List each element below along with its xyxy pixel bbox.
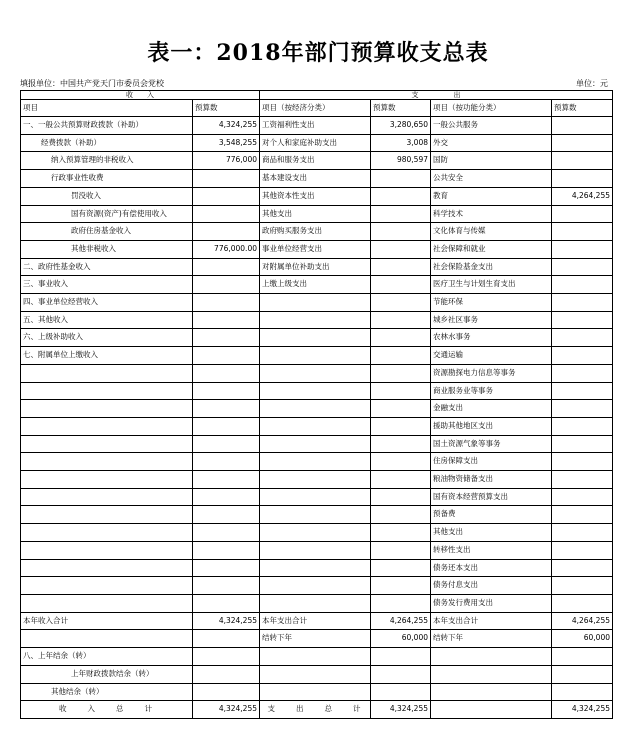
econ-item-cell (260, 577, 371, 595)
func-budget-cell (552, 524, 613, 542)
func-budget-cell: 4,264,255 (552, 612, 613, 630)
income-item-cell: 其他非税收入 (21, 240, 193, 258)
income-budget-cell (193, 382, 260, 400)
func-budget-cell (552, 364, 613, 382)
table-row (21, 205, 613, 223)
econ-budget-cell (371, 223, 431, 241)
income-budget-cell (193, 453, 260, 471)
income-item-cell: 政府住房基金收入 (21, 223, 193, 241)
income-budget-cell (193, 400, 260, 418)
income-budget-cell (193, 329, 260, 347)
econ-budget-cell: 3,280,650 (371, 117, 431, 135)
econ-item-cell: 事业单位经营支出 (260, 240, 371, 258)
econ-budget-cell (371, 187, 431, 205)
func-budget-cell (552, 117, 613, 135)
table-row (21, 648, 613, 666)
table-row (21, 329, 613, 347)
income-item-cell (21, 506, 193, 524)
econ-budget-cell (371, 488, 431, 506)
income-item-cell: 八、上年结余（转） (21, 648, 193, 666)
econ-item-cell (260, 559, 371, 577)
table-row (21, 276, 613, 294)
func-budget-cell (552, 559, 613, 577)
econ-budget-cell (371, 294, 431, 312)
income-item-cell (21, 594, 193, 612)
econ-item-cell: 基本建设支出 (260, 170, 371, 188)
col-header-func-budget: 预算数 (552, 100, 613, 117)
table-row (21, 170, 613, 188)
func-budget-cell (552, 417, 613, 435)
func-item-cell: 债务发行费用支出 (431, 594, 552, 612)
econ-budget-cell (371, 240, 431, 258)
income-budget-cell (193, 187, 260, 205)
econ-item-cell (260, 665, 371, 683)
reporting-unit: 填报单位：中国共产党天门市委员会党校 (20, 79, 164, 88)
income-budget-cell (193, 524, 260, 542)
econ-item-cell (260, 506, 371, 524)
func-budget-cell: 60,000 (552, 630, 613, 648)
income-item-cell: 纳入预算管理的非税收入 (21, 152, 193, 170)
income-item-cell: 经费拨款（补助） (21, 134, 193, 152)
income-item-cell: 六、上级补助收入 (21, 329, 193, 347)
econ-budget-cell (371, 648, 431, 666)
income-item-cell (21, 453, 193, 471)
income-item-cell: 三、事业收入 (21, 276, 193, 294)
income-item-cell: 收 入 总 计 (21, 701, 193, 719)
econ-item-cell (260, 347, 371, 365)
income-budget-cell (193, 258, 260, 276)
func-item-cell: 一般公共服务 (431, 117, 552, 135)
table-row (21, 311, 613, 329)
econ-budget-cell (371, 364, 431, 382)
econ-budget-cell (371, 258, 431, 276)
func-budget-cell (552, 435, 613, 453)
econ-item-cell: 对个人和家庭补助支出 (260, 134, 371, 152)
econ-budget-cell (371, 506, 431, 524)
econ-item-cell (260, 594, 371, 612)
econ-item-cell: 工资福利性支出 (260, 117, 371, 135)
income-item-cell (21, 630, 193, 648)
income-item-cell: 本年收入合计 (21, 612, 193, 630)
econ-item-cell: 支 出 总 计 (260, 701, 371, 719)
func-budget-cell (552, 311, 613, 329)
income-item-cell (21, 435, 193, 453)
income-budget-cell (193, 630, 260, 648)
func-budget-cell (552, 453, 613, 471)
income-budget-cell (193, 435, 260, 453)
func-budget-cell (552, 276, 613, 294)
income-item-cell: 其他结余（转） (21, 683, 193, 701)
func-budget-cell (552, 382, 613, 400)
table-row (21, 577, 613, 595)
income-item-cell: 二、政府性基金收入 (21, 258, 193, 276)
econ-budget-cell (371, 665, 431, 683)
income-item-cell (21, 400, 193, 418)
col-header-econ-item: 项目（按经济分类） (260, 100, 371, 117)
func-budget-cell (552, 152, 613, 170)
income-budget-cell (193, 541, 260, 559)
func-item-cell: 城乡社区事务 (431, 311, 552, 329)
econ-item-cell: 结转下年 (260, 630, 371, 648)
econ-item-cell: 商品和服务支出 (260, 152, 371, 170)
econ-budget-cell (371, 417, 431, 435)
table-row (21, 594, 613, 612)
income-budget-cell (193, 594, 260, 612)
col-header-econ-budget: 预算数 (371, 100, 431, 117)
income-budget-cell (193, 364, 260, 382)
income-budget-cell (193, 417, 260, 435)
func-budget-cell: 4,324,255 (552, 701, 613, 719)
econ-budget-cell (371, 541, 431, 559)
table-row (21, 364, 613, 382)
income-budget-cell (193, 488, 260, 506)
table-row (21, 612, 613, 630)
table-row (21, 630, 613, 648)
econ-item-cell (260, 364, 371, 382)
income-budget-cell (193, 506, 260, 524)
func-budget-cell (552, 170, 613, 188)
table-row (21, 524, 613, 542)
func-item-cell: 社会保障和就业 (431, 240, 552, 258)
income-budget-cell (193, 347, 260, 365)
income-item-cell: 七、附属单位上缴收入 (21, 347, 193, 365)
func-item-cell: 医疗卫生与计划生育支出 (431, 276, 552, 294)
section-header-row (21, 91, 613, 100)
table-row (21, 223, 613, 241)
income-budget-cell (193, 559, 260, 577)
table-row (21, 258, 613, 276)
econ-item-cell (260, 524, 371, 542)
func-budget-cell (552, 134, 613, 152)
econ-item-cell (260, 294, 371, 312)
econ-budget-cell: 980,597 (371, 152, 431, 170)
income-item-cell: 五、其他收入 (21, 311, 193, 329)
table-row (21, 400, 613, 418)
econ-budget-cell (371, 435, 431, 453)
income-budget-cell: 776,000.00 (193, 240, 260, 258)
income-item-cell (21, 541, 193, 559)
income-item-cell: 行政事业性收费 (21, 170, 193, 188)
table-row (21, 294, 613, 312)
func-item-cell: 农林水事务 (431, 329, 552, 347)
func-item-cell (431, 665, 552, 683)
income-item-cell: 国有资源(资产)有偿使用收入 (21, 205, 193, 223)
func-budget-cell (552, 240, 613, 258)
func-item-cell: 本年支出合计 (431, 612, 552, 630)
table-row (21, 187, 613, 205)
econ-budget-cell: 3,008 (371, 134, 431, 152)
table-row (21, 134, 613, 152)
econ-budget-cell (371, 471, 431, 489)
func-item-cell: 商业服务业等事务 (431, 382, 552, 400)
econ-budget-cell (371, 382, 431, 400)
income-item-cell (21, 559, 193, 577)
income-budget-cell (193, 205, 260, 223)
econ-budget-cell (371, 683, 431, 701)
income-item-cell: 罚没收入 (21, 187, 193, 205)
table-row (21, 488, 613, 506)
func-item-cell: 外交 (431, 134, 552, 152)
func-item-cell (431, 683, 552, 701)
table-row (21, 417, 613, 435)
func-item-cell: 资源勘探电力信息等事务 (431, 364, 552, 382)
func-budget-cell (552, 506, 613, 524)
func-item-cell: 债务还本支出 (431, 559, 552, 577)
econ-item-cell (260, 683, 371, 701)
income-budget-cell (193, 223, 260, 241)
func-item-cell: 科学技术 (431, 205, 552, 223)
econ-budget-cell (371, 524, 431, 542)
income-budget-cell (193, 471, 260, 489)
func-budget-cell (552, 294, 613, 312)
econ-item-cell: 其他资本性支出 (260, 187, 371, 205)
table-row (21, 382, 613, 400)
func-item-cell: 教育 (431, 187, 552, 205)
table-row (21, 347, 613, 365)
func-budget-cell (552, 648, 613, 666)
func-item-cell: 国有资本经营预算支出 (431, 488, 552, 506)
econ-item-cell (260, 648, 371, 666)
col-header-item: 项目 (21, 100, 193, 117)
econ-budget-cell (371, 400, 431, 418)
econ-item-cell (260, 311, 371, 329)
func-item-cell: 国土资源气象等事务 (431, 435, 552, 453)
econ-item-cell: 本年支出合计 (260, 612, 371, 630)
income-budget-cell: 4,324,255 (193, 612, 260, 630)
income-budget-cell: 4,324,255 (193, 701, 260, 719)
table-row (21, 435, 613, 453)
func-item-cell: 公共安全 (431, 170, 552, 188)
econ-item-cell (260, 541, 371, 559)
budget-table (20, 90, 613, 719)
income-budget-cell (193, 683, 260, 701)
func-budget-cell (552, 329, 613, 347)
econ-budget-cell (371, 170, 431, 188)
col-header-budget: 预算数 (193, 100, 260, 117)
func-item-cell (431, 701, 552, 719)
func-item-cell: 交通运输 (431, 347, 552, 365)
income-budget-cell (193, 294, 260, 312)
func-budget-cell (552, 683, 613, 701)
econ-budget-cell (371, 347, 431, 365)
income-budget-cell (193, 170, 260, 188)
econ-budget-cell (371, 329, 431, 347)
econ-item-cell (260, 488, 371, 506)
table-row (21, 665, 613, 683)
func-item-cell: 国防 (431, 152, 552, 170)
econ-item-cell: 对附属单位补助支出 (260, 258, 371, 276)
func-item-cell: 文化体育与传媒 (431, 223, 552, 241)
income-budget-cell (193, 276, 260, 294)
econ-budget-cell: 4,324,255 (371, 701, 431, 719)
income-item-cell (21, 382, 193, 400)
func-budget-cell (552, 223, 613, 241)
func-item-cell: 社会保险基金支出 (431, 258, 552, 276)
table-row (21, 117, 613, 135)
econ-item-cell: 政府购买服务支出 (260, 223, 371, 241)
econ-item-cell: 上缴上级支出 (260, 276, 371, 294)
income-item-cell: 一、一般公共预算财政拨款（补助） (21, 117, 193, 135)
func-item-cell: 住房保障支出 (431, 453, 552, 471)
func-budget-cell (552, 594, 613, 612)
table-row (21, 559, 613, 577)
func-item-cell: 援助其他地区支出 (431, 417, 552, 435)
func-item-cell: 转移性支出 (431, 541, 552, 559)
econ-item-cell (260, 453, 371, 471)
income-item-cell (21, 488, 193, 506)
income-budget-cell: 776,000 (193, 152, 260, 170)
table-row (21, 240, 613, 258)
econ-budget-cell (371, 311, 431, 329)
table-row (21, 506, 613, 524)
func-budget-cell (552, 400, 613, 418)
table-row (21, 453, 613, 471)
income-item-cell (21, 524, 193, 542)
table-row (21, 152, 613, 170)
func-item-cell: 结转下年 (431, 630, 552, 648)
income-section-header: 收 入 (21, 91, 260, 100)
econ-budget-cell: 4,264,255 (371, 612, 431, 630)
currency-unit: 单位：元 (576, 79, 608, 88)
econ-budget-cell (371, 205, 431, 223)
income-item-cell: 四、事业单位经营收入 (21, 294, 193, 312)
income-budget-cell (193, 665, 260, 683)
col-header-func-item: 项目（按功能分类） (431, 100, 552, 117)
econ-item-cell: 其他支出 (260, 205, 371, 223)
column-header-row (21, 100, 613, 117)
econ-budget-cell: 60,000 (371, 630, 431, 648)
econ-item-cell (260, 400, 371, 418)
econ-item-cell (260, 417, 371, 435)
econ-item-cell (260, 471, 371, 489)
table-row (21, 683, 613, 701)
func-budget-cell (552, 205, 613, 223)
econ-budget-cell (371, 559, 431, 577)
income-budget-cell (193, 648, 260, 666)
income-budget-cell: 3,548,255 (193, 134, 260, 152)
econ-budget-cell (371, 276, 431, 294)
econ-item-cell (260, 435, 371, 453)
income-item-cell (21, 364, 193, 382)
func-item-cell: 粮油物资储备支出 (431, 471, 552, 489)
func-budget-cell (552, 665, 613, 683)
func-budget-cell (552, 577, 613, 595)
table-row (21, 541, 613, 559)
income-item-cell (21, 417, 193, 435)
func-budget-cell (552, 347, 613, 365)
econ-item-cell (260, 382, 371, 400)
func-budget-cell (552, 258, 613, 276)
func-item-cell: 其他支出 (431, 524, 552, 542)
func-budget-cell (552, 488, 613, 506)
func-item-cell: 债务付息支出 (431, 577, 552, 595)
econ-budget-cell (371, 594, 431, 612)
func-item-cell: 预备费 (431, 506, 552, 524)
income-budget-cell (193, 577, 260, 595)
table-row (21, 701, 613, 719)
page-title: 表一：2018年部门预算收支总表 (147, 40, 489, 66)
income-item-cell (21, 471, 193, 489)
income-item-cell: 上年财政拨款结余（转） (21, 665, 193, 683)
income-budget-cell (193, 311, 260, 329)
econ-budget-cell (371, 453, 431, 471)
table-row (21, 471, 613, 489)
econ-budget-cell (371, 577, 431, 595)
func-item-cell: 金融支出 (431, 400, 552, 418)
income-budget-cell: 4,324,255 (193, 117, 260, 135)
func-budget-cell (552, 471, 613, 489)
func-budget-cell: 4,264,255 (552, 187, 613, 205)
func-item-cell: 节能环保 (431, 294, 552, 312)
income-item-cell (21, 577, 193, 595)
econ-item-cell (260, 329, 371, 347)
func-item-cell (431, 648, 552, 666)
expense-section-header: 支 出 (260, 91, 613, 100)
func-budget-cell (552, 541, 613, 559)
